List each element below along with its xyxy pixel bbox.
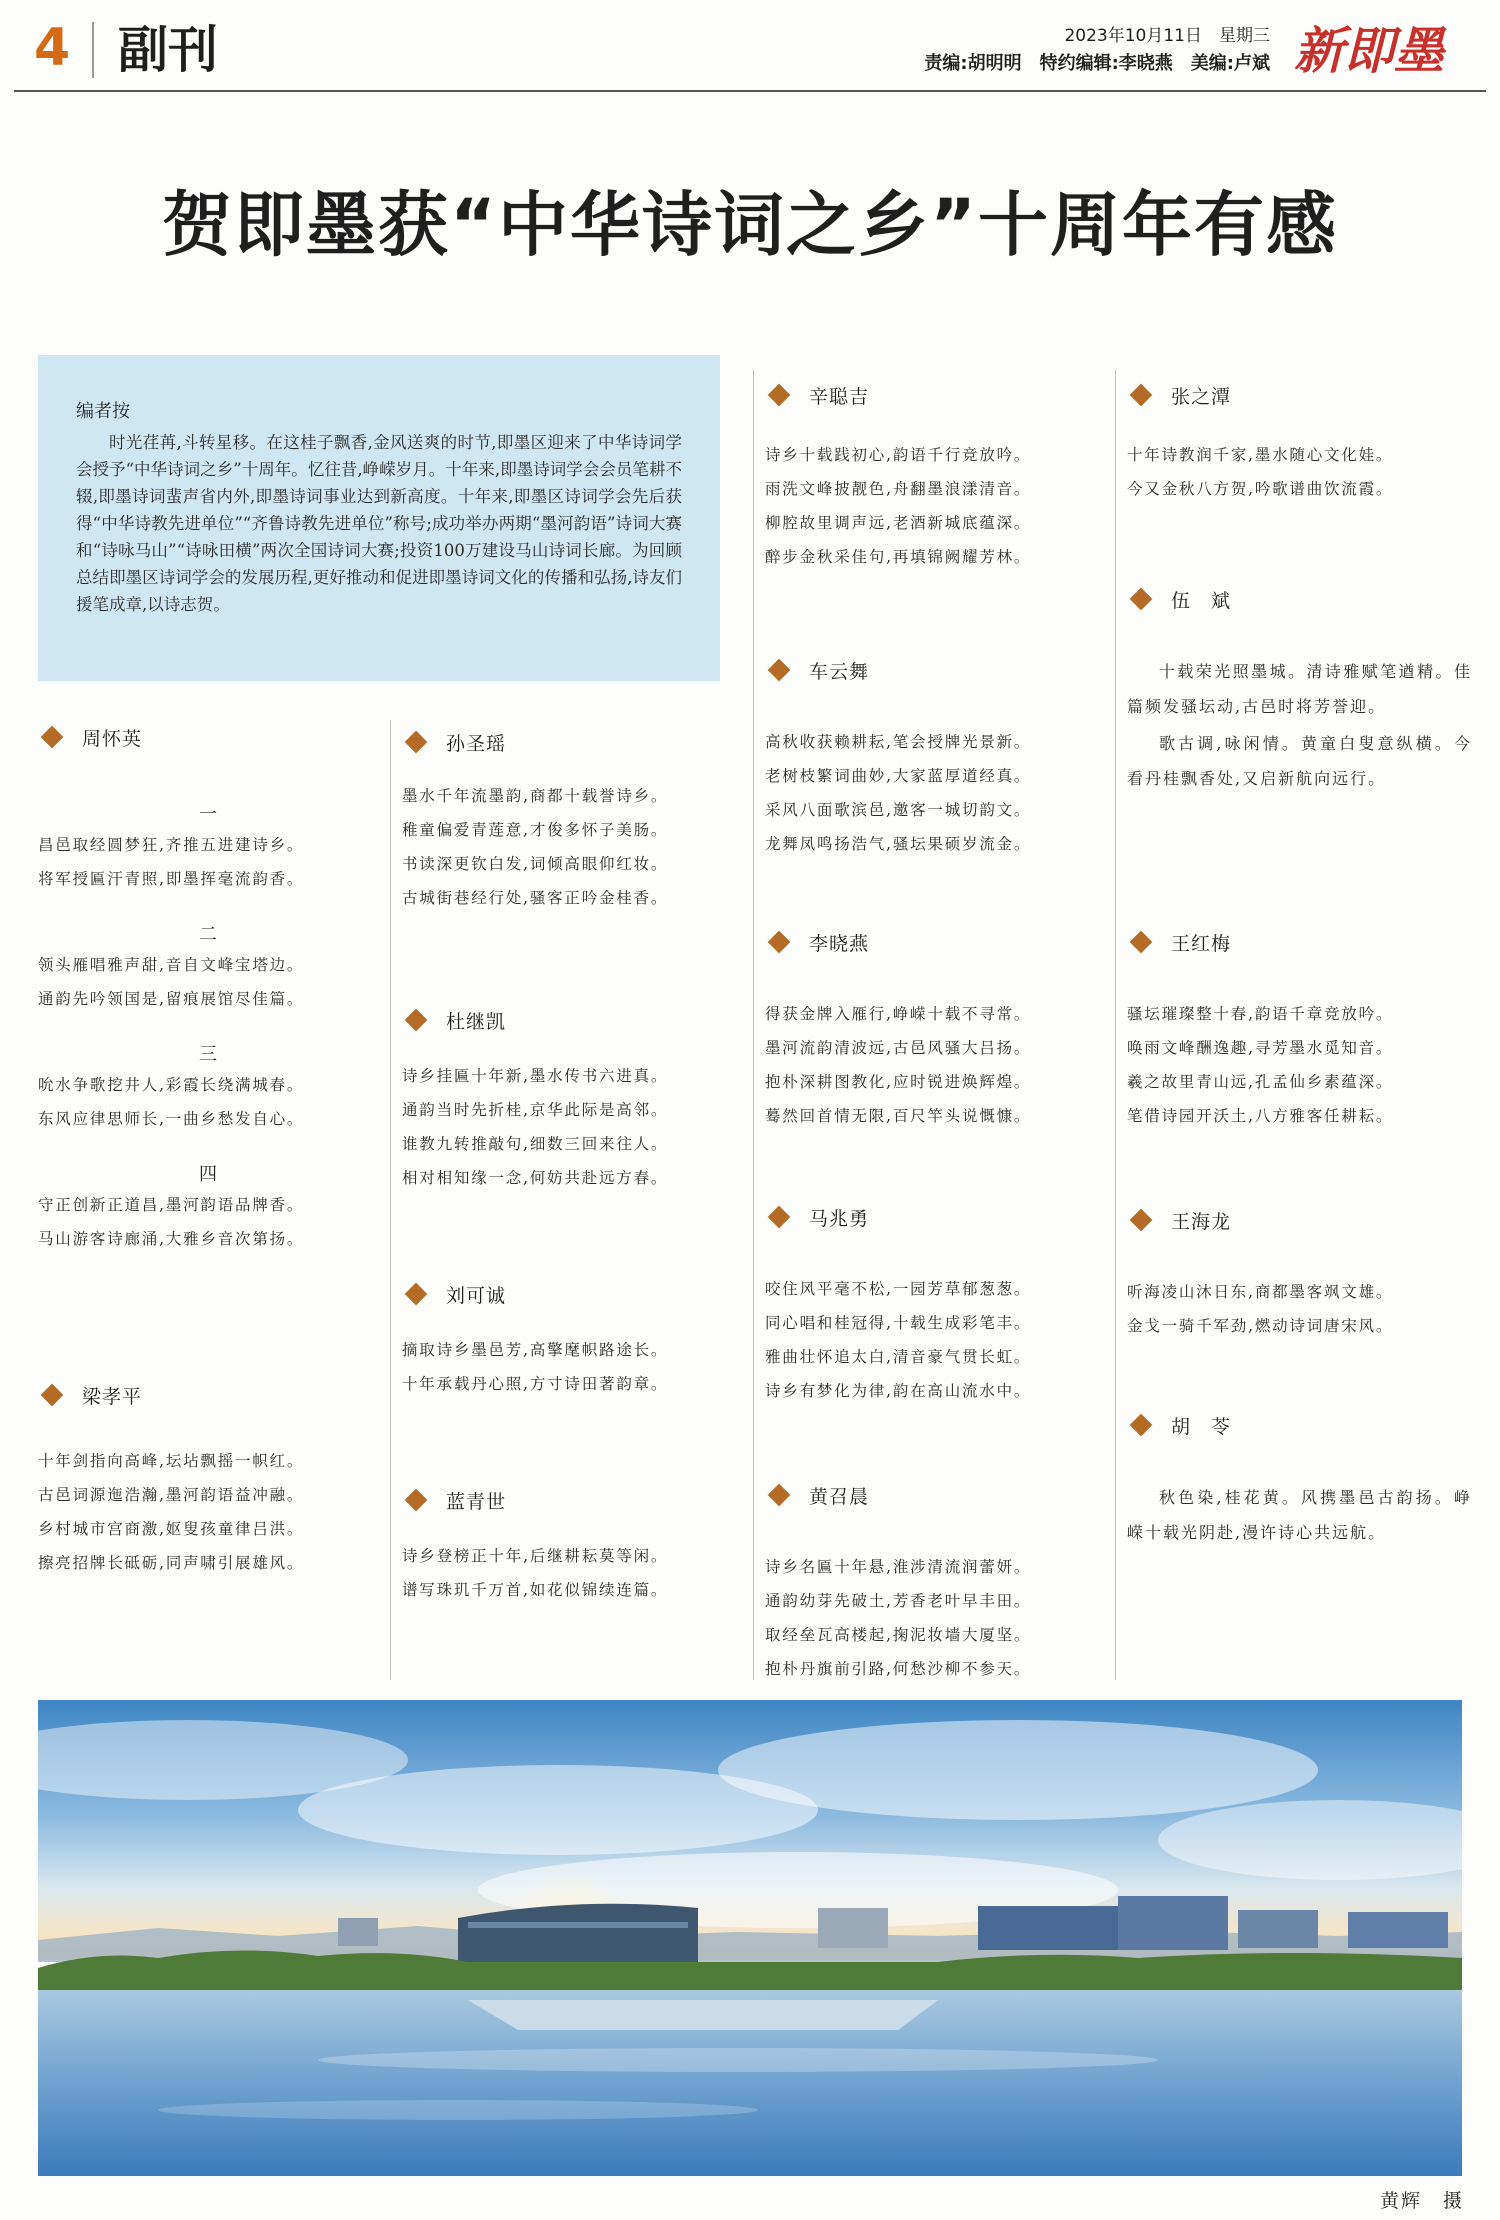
diamond-icon (1130, 1414, 1153, 1437)
building (1118, 1896, 1228, 1950)
poem-line: 唤雨文峰酬逸趣,寻芳墨水觅知音。 (1127, 1039, 1394, 1057)
poem-line: 通韵幼芽先破土,芳香老叶早丰田。 (765, 1592, 1032, 1610)
author-heading (402, 1005, 747, 1035)
author-name: 胡 苓 (1171, 1415, 1232, 1438)
poem-wu (1127, 584, 1472, 796)
editor-note (38, 355, 720, 681)
editor-note-text: 时光荏苒,斗转星移。在这桂子飘香,金风送爽的时节,即墨区迎来了中华诗词学会授予“中华诗词之乡”十周年。忆往昔,峥嵘岁月。十年来,即墨诗词学会会员笔耕不辍,即墨诗词蜚声省内外,即墨诗词事业达到新高度。十年来,即墨区诗词学会先后获得“中华诗教先进单位”“齐鲁诗教先进单位”称号;成功举办两期“墨河韵语”诗词大赛和“诗咏马山”“诗咏田横”两次全国诗词大赛;投资100万建设马山诗词长廊。为回顾总结即墨区诗词学会的发展历程,更好推动和促进即墨诗词文化的传播和弘扬,诗友们援笔成章,以诗志贺。 (76, 433, 682, 614)
diamond-icon (768, 931, 791, 954)
column-rule (753, 370, 754, 1680)
author-heading (1127, 380, 1472, 410)
poem-hu (1127, 1410, 1472, 1550)
author-name: 蓝青世 (446, 1490, 507, 1513)
poem-line: 十年剑指向高峰,坛坫飘摇一帜红。 (38, 1452, 305, 1470)
diamond-icon (768, 1484, 791, 1507)
plaza-reflection (468, 2000, 938, 2030)
building (818, 1908, 888, 1948)
poem-line: 将军授匾汗青照,即墨挥毫流韵香。 (38, 870, 305, 888)
author-heading (765, 655, 1110, 685)
author-name: 车云舞 (809, 660, 870, 683)
poem-line: 擦亮招牌长砥砺,同声啸引展雄风。 (38, 1554, 305, 1572)
column-rule (390, 720, 391, 1680)
poem-line: 龙舞凤鸣扬浩气,骚坛果硕岁流金。 (765, 835, 1032, 853)
editors-line (906, 50, 1270, 78)
column-rule (1115, 370, 1116, 1680)
building (1238, 1910, 1318, 1948)
poem-line: 醉步金秋采佳句,再填锦阙耀芳林。 (765, 548, 1032, 566)
poem-line: 抱朴丹旗前引路,何愁沙柳不参天。 (765, 1660, 1032, 1678)
poem-paragraph: 十载荣光照墨城。清诗雅赋笔遒精。佳篇频发骚坛动,古邑时将芳誉迎。 (1127, 662, 1472, 716)
date-line: 2023年10月11日 星期三 (1064, 26, 1270, 46)
author-heading (402, 727, 747, 757)
poem-line: 诗乡有梦化为律,韵在高山流水中。 (765, 1382, 1032, 1400)
poem-sun (402, 727, 747, 915)
diamond-icon (1130, 384, 1153, 407)
author-heading (1127, 927, 1472, 957)
author-name: 黄召晨 (809, 1485, 870, 1508)
poem-line: 得获金牌入雁行,峥嵘十载不寻常。 (765, 1005, 1032, 1023)
poem-wanghong (1127, 927, 1472, 1133)
diamond-icon (1130, 1209, 1153, 1232)
poem-line: 马山游客诗廊涌,大雅乡音次第扬。 (38, 1230, 305, 1248)
poem-line: 笔借诗园开沃土,八方雅客任耕耘。 (1127, 1107, 1394, 1125)
poem-line: 十年诗教润千家,墨水随心文化娃。 (1127, 446, 1394, 464)
poem-line: 采风八面歌滨邑,邀客一城切韵文。 (765, 801, 1032, 819)
poem-part-number: 二 (199, 924, 217, 945)
poem-li (765, 927, 1110, 1133)
poem-zhang (1127, 380, 1472, 506)
editor: 责编:胡明明 (924, 53, 1022, 74)
poem-line: 通韵先吟领国是,留痕展馆尽佳篇。 (38, 990, 305, 1008)
poem-line: 守正创新正道昌,墨河韵语品牌香。 (38, 1196, 305, 1214)
section-title: 副刊 (118, 21, 218, 79)
author-name: 王红梅 (1171, 932, 1232, 955)
author-heading (765, 927, 1110, 957)
author-name: 梁孝平 (82, 1385, 143, 1408)
poem-line: 诗乡挂匾十年新,墨水传书六进真。 (402, 1067, 669, 1085)
poem-huang (765, 1480, 1110, 1686)
poem-liang (38, 1380, 378, 1580)
poem-line: 咬住风平毫不松,一园芳草郁葱葱。 (765, 1280, 1032, 1298)
header-info (906, 22, 1270, 78)
diamond-icon (405, 731, 428, 754)
poem-line: 蓦然回首情无限,百尺竿头说慨慷。 (765, 1107, 1032, 1125)
poem-line: 高秋收获赖耕耘,笔会授牌光景新。 (765, 733, 1032, 751)
cloud (718, 1720, 1318, 1820)
poem-line: 雨洗文峰披靓色,舟翻墨浪漾清音。 (765, 480, 1032, 498)
poem-liu (402, 1279, 747, 1401)
author-heading (1127, 1205, 1472, 1235)
diamond-icon (405, 1009, 428, 1032)
diamond-icon (1130, 931, 1153, 954)
headline: 贺即墨获“中华诗词之乡”十周年有感 (161, 184, 1338, 266)
building (1348, 1912, 1448, 1948)
poem-line: 吮水争歌挖井人,彩霞长绕满城春。 (38, 1076, 305, 1094)
poem-line: 诗乡名匾十年悬,淮涉清流润蕾妍。 (765, 1558, 1032, 1576)
diamond-icon (768, 659, 791, 682)
diamond-icon (405, 1489, 428, 1512)
poem-line: 金戈一骑千军劲,燃动诗词唐宋风。 (1127, 1317, 1394, 1335)
poem-line: 骚坛璀璨整十春,韵语千章竞放吟。 (1127, 1005, 1394, 1023)
poem-line: 书读深更钦白发,词倾高眼仰红妆。 (402, 855, 669, 873)
poem-line: 通韵当时先折桂,京华此际是高邻。 (402, 1101, 669, 1119)
poem-ma (765, 1202, 1110, 1408)
panorama-photo (38, 1700, 1462, 2176)
poem-zhou (38, 722, 378, 1256)
author-name: 辛聪吉 (809, 385, 870, 408)
ripple (318, 2048, 1158, 2072)
theater-band (468, 1922, 688, 1928)
poem-line: 摘取诗乡墨邑芳,高擎麾帜路途长。 (402, 1341, 669, 1359)
building (338, 1918, 378, 1946)
author-name: 杜继凯 (446, 1010, 507, 1033)
photo-credit: 黄辉 摄 (1379, 2190, 1464, 2212)
page-number: 4 (34, 18, 71, 78)
building (978, 1906, 1118, 1950)
diamond-icon (405, 1283, 428, 1306)
poem-wanghailong (1127, 1205, 1472, 1343)
special-editor: 特约编辑:李晓燕 (1039, 53, 1173, 74)
author-name: 马兆勇 (809, 1207, 870, 1230)
diamond-icon (768, 1206, 791, 1229)
poem-part-number: 三 (199, 1044, 217, 1065)
poem-part-number: 四 (199, 1164, 217, 1185)
poem-line: 谱写珠玑千万首,如花似锦续连篇。 (402, 1581, 669, 1599)
poem-line: 墨河流韵清波远,古邑风骚大吕扬。 (765, 1039, 1032, 1057)
poem-line: 抱朴深耕图教化,应时锐进焕辉煌。 (765, 1073, 1032, 1091)
newspaper-logo (1276, 14, 1462, 84)
header-rule (14, 90, 1486, 92)
poem-line: 乡村城市宫商激,妪叟孩童律吕洪。 (38, 1520, 305, 1538)
poem-che (765, 655, 1110, 861)
grand-theater (458, 1904, 698, 1962)
poem-paragraph: 秋色染,桂花黄。风携墨邑古韵扬。峥嵘十载光阴赴,漫许诗心共远航。 (1127, 1488, 1472, 1542)
poem-line: 相对相知缘一念,何妨共赴远方春。 (402, 1169, 669, 1187)
author-heading (402, 1279, 747, 1309)
editor-note-heading: 编者按 (76, 401, 130, 422)
diamond-icon (1130, 588, 1153, 611)
poem-part-number: 一 (199, 804, 217, 825)
poem-line: 取经垒瓦高楼起,掬泥妆墙大厦坚。 (765, 1626, 1032, 1644)
author-name: 李晓燕 (809, 932, 870, 955)
poem-line: 雅曲壮怀追太白,清音豪气贯长虹。 (765, 1348, 1032, 1366)
poem-line: 柳腔故里调声远,老酒新城底蕴深。 (765, 514, 1032, 532)
diamond-icon (768, 384, 791, 407)
poem-line: 听海凌山沐日东,商都墨客飒文雄。 (1127, 1283, 1394, 1301)
poem-line: 昌邑取经圆梦狂,齐推五进建诗乡。 (38, 836, 305, 854)
author-heading (765, 1480, 1110, 1510)
poem-line: 今又金秋八方贺,吟歌谱曲饮流霞。 (1127, 480, 1394, 498)
author-name: 王海龙 (1171, 1210, 1232, 1233)
poem-paragraph: 歌古调,咏闲情。黄童白叟意纵横。今看丹桂飘香处,又启新航向远行。 (1127, 734, 1472, 788)
poem-line: 诗乡十载践初心,韵语千行竞放吟。 (765, 446, 1032, 464)
poem-line: 古邑词源迤浩瀚,墨河韵语益冲融。 (38, 1486, 305, 1504)
poem-line: 谁教九转推敲句,细数三回来往人。 (402, 1135, 669, 1153)
poem-line: 古城街巷经行处,骚客正吟金桂香。 (402, 889, 669, 907)
author-heading (38, 722, 378, 752)
author-name: 张之潭 (1171, 385, 1232, 408)
diamond-icon (41, 726, 64, 749)
art-editor: 美编:卢斌 (1190, 53, 1270, 74)
author-heading (1127, 584, 1472, 614)
poem-line: 东风应律思师长,一曲乡愁发自心。 (38, 1110, 305, 1128)
poem-lan (402, 1485, 747, 1607)
author-name: 伍 斌 (1171, 589, 1232, 612)
poem-line: 同心唱和桂冠得,十载生成彩笔丰。 (765, 1314, 1032, 1332)
poem-du (402, 1005, 747, 1195)
header-divider (92, 22, 94, 78)
author-name: 孙圣瑶 (446, 732, 507, 755)
poem-line: 稚童偏爱青莲意,才俊多怀子美肠。 (402, 821, 669, 839)
author-heading (38, 1380, 378, 1410)
author-name: 刘可诚 (446, 1284, 507, 1307)
poem-line: 十年承载丹心照,方寸诗田著韵章。 (402, 1375, 669, 1393)
diamond-icon (41, 1384, 64, 1407)
logo-text: 新即墨 (1294, 21, 1444, 80)
poem-line: 老树枝繁词曲妙,大家蓝厚道经真。 (765, 767, 1032, 785)
poem-xin (765, 380, 1110, 574)
poem-line: 羲之故里青山远,孔孟仙乡素蕴深。 (1127, 1073, 1394, 1091)
author-heading (1127, 1410, 1472, 1440)
author-heading (402, 1485, 747, 1515)
author-heading (765, 380, 1110, 410)
author-name: 周怀英 (82, 727, 143, 750)
poem-line: 诗乡登榜正十年,后继耕耘莫等闲。 (402, 1547, 669, 1565)
poem-line: 墨水千年流墨韵,商都十载誉诗乡。 (402, 787, 669, 805)
author-heading (765, 1202, 1110, 1232)
poem-line: 领头雁唱雅声甜,音自文峰宝塔边。 (38, 956, 305, 974)
ripple (158, 2100, 758, 2120)
